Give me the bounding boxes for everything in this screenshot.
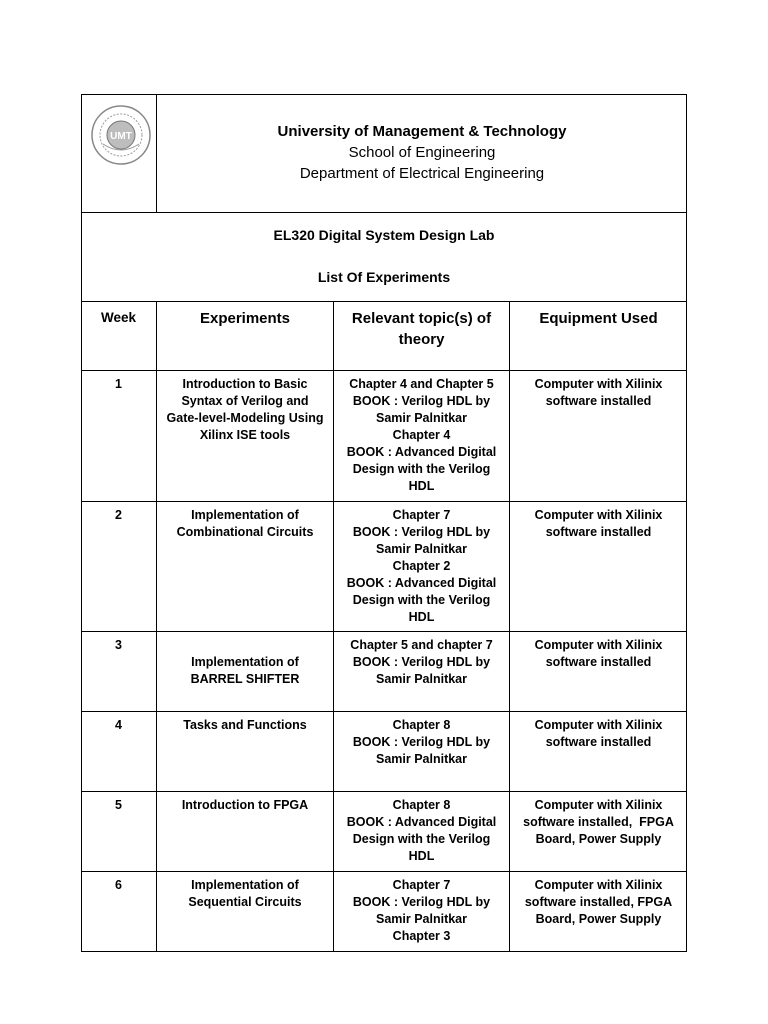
rule-row4-bottom [81, 791, 687, 792]
cell-line: Chapter 8 [392, 798, 451, 812]
cell-line: 2 [115, 508, 122, 522]
cell-line: BOOK : Advanced Digital [346, 815, 497, 829]
cell-experiment [157, 654, 333, 688]
cell-equipment [510, 877, 687, 928]
cell-line: 3 [115, 638, 122, 652]
course-title: EL320 Digital System Design Lab [273, 227, 495, 243]
university-seal-logo [90, 104, 152, 166]
cell-line: Introduction to FPGA [181, 798, 309, 812]
rule-row2-bottom [81, 631, 687, 632]
cell-line: Chapter 5 and chapter 7 [350, 638, 493, 652]
cell-equipment [510, 797, 687, 848]
cell-line: Syntax of Verilog and [181, 394, 309, 408]
cell-line: software installed [545, 525, 652, 539]
rule-row5-bottom [81, 871, 687, 872]
cell-line: Samir Palnitkar [375, 912, 467, 926]
cell-line: Samir Palnitkar [375, 672, 467, 686]
cell-line: BOOK : Verilog HDL by [352, 895, 491, 909]
cell-week [81, 507, 156, 524]
cell-line: BOOK : Verilog HDL by [352, 394, 491, 408]
rule-colheads-bottom [81, 370, 687, 371]
cell-line: Implementation of [191, 508, 299, 522]
cell-line: 4 [115, 718, 122, 732]
cell-experiment [157, 376, 333, 444]
cell-line: Computer with Xilinix [534, 508, 663, 522]
cell-experiment [157, 507, 333, 541]
cell-line: Tasks and Functions [183, 718, 307, 732]
column-header-week: Week [100, 310, 137, 325]
cell-line: Samir Palnitkar [375, 411, 467, 425]
cell-week [81, 717, 156, 734]
rule-row1-bottom [81, 501, 687, 502]
cell-line: Design with the Verilog [352, 832, 491, 846]
cell-line: Computer with Xilinix [534, 638, 663, 652]
column-header-topics: Relevant topic(s) of theory [351, 310, 492, 348]
cell-line: Board, Power Supply [535, 912, 662, 926]
cell-line: Implementation of [191, 655, 299, 669]
cell-equipment [510, 717, 687, 751]
cell-line: HDL [408, 479, 435, 493]
cell-line: HDL [408, 610, 435, 624]
cell-week [81, 637, 156, 654]
cell-line: software installed, FPGA [523, 815, 674, 829]
cell-line: Board, Power Supply [535, 832, 662, 846]
cell-line: software installed [545, 394, 652, 408]
cell-line: Computer with Xilinix [534, 878, 663, 892]
cell-week [81, 877, 156, 894]
cell-topics [334, 376, 509, 495]
cell-line: Chapter 3 [392, 929, 451, 943]
cell-week [81, 376, 156, 393]
cell-line: Design with the Verilog [352, 593, 491, 607]
cell-line: Chapter 8 [392, 718, 451, 732]
cell-line: BARREL SHIFTER [190, 672, 300, 686]
rule-row3-bottom [81, 711, 687, 712]
cell-line: Combinational Circuits [176, 525, 314, 539]
cell-line: software installed [545, 655, 652, 669]
cell-experiment [157, 717, 333, 734]
cell-topics [334, 877, 509, 945]
cell-experiment [157, 797, 333, 814]
cell-line: Samir Palnitkar [375, 542, 467, 556]
cell-equipment [510, 507, 687, 541]
cell-line: Samir Palnitkar [375, 752, 467, 766]
svg-text:UMT: UMT [110, 131, 132, 142]
cell-line: Chapter 4 and Chapter 5 [349, 377, 494, 391]
department-name: Department of Electrical Engineering [299, 165, 545, 182]
cell-line: Introduction to Basic [182, 377, 308, 391]
cell-line: Sequential Circuits [188, 895, 302, 909]
cell-line: software installed, FPGA [524, 895, 673, 909]
cell-equipment [510, 637, 687, 671]
university-name: University of Management & Technology [277, 123, 567, 140]
cell-line: BOOK : Verilog HDL by [352, 655, 491, 669]
cell-line: HDL [408, 849, 435, 863]
cell-equipment [510, 376, 687, 410]
cell-line: BOOK : Advanced Digital [346, 445, 497, 459]
cell-line: Design with the Verilog [352, 462, 491, 476]
cell-line: 1 [115, 377, 122, 391]
cell-experiment [157, 877, 333, 911]
cell-line: BOOK : Verilog HDL by [352, 735, 491, 749]
cell-week [81, 797, 156, 814]
cell-line: Chapter 7 [392, 508, 451, 522]
cell-line: BOOK : Verilog HDL by [352, 525, 491, 539]
column-header-experiments: Experiments [199, 310, 291, 327]
cell-line: Xilinx ISE tools [199, 428, 291, 442]
cell-topics [334, 717, 509, 768]
rule-header-bottom [81, 212, 687, 213]
school-name: School of Engineering [348, 144, 496, 161]
cell-line: Chapter 7 [392, 878, 451, 892]
cell-line: software installed [545, 735, 652, 749]
cell-line: Chapter 4 [392, 428, 451, 442]
cell-line: Chapter 2 [392, 559, 451, 573]
column-header-equipment: Equipment Used [539, 310, 658, 327]
cell-line: 5 [115, 798, 122, 812]
cell-line: Computer with Xilinix [534, 718, 663, 732]
cell-line: Gate-level-Modeling Using [166, 411, 324, 425]
list-title: List Of Experiments [317, 269, 451, 285]
rule-course-bottom [81, 301, 687, 302]
cell-line: Computer with Xilinix [534, 377, 663, 391]
cell-line: 6 [115, 878, 122, 892]
cell-line: Computer with Xilinix [534, 798, 663, 812]
cell-topics [334, 637, 509, 688]
cell-line: BOOK : Advanced Digital [346, 576, 497, 590]
cell-line: Implementation of [191, 878, 299, 892]
cell-topics [334, 507, 509, 626]
cell-topics [334, 797, 509, 865]
